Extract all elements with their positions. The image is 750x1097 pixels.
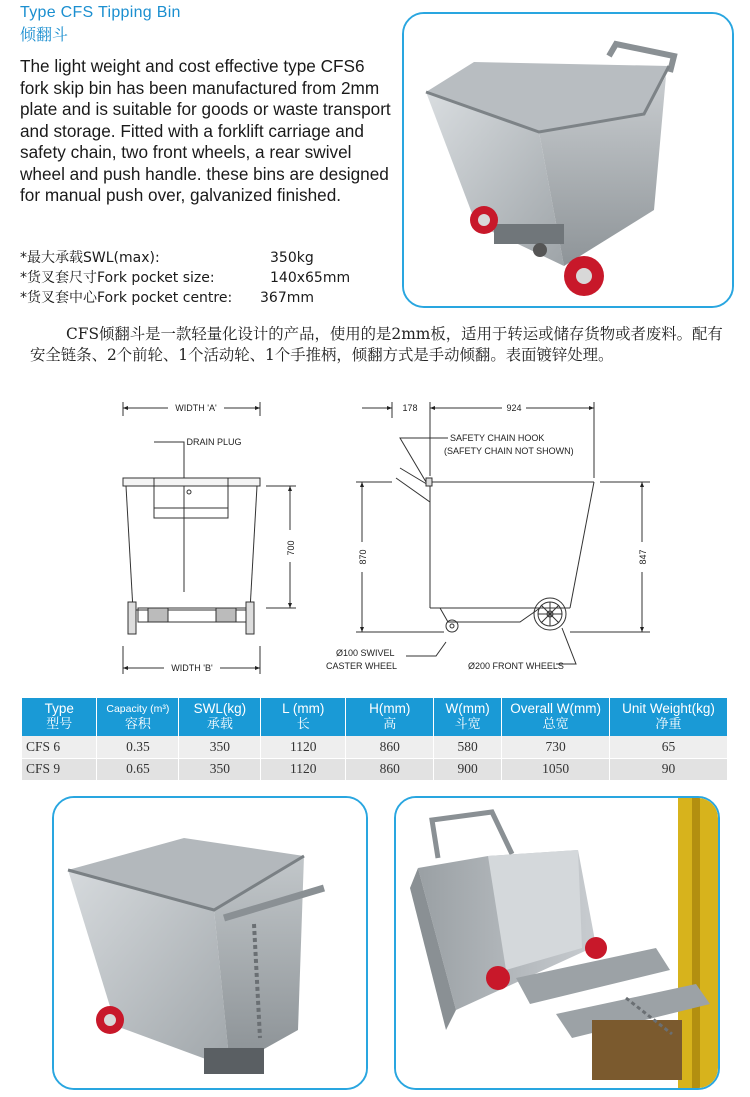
spec-fork-pocket-size — [20, 268, 351, 288]
table-header-row — [22, 698, 728, 736]
technical-drawings — [100, 396, 660, 686]
spec-swl — [20, 248, 314, 268]
spec-value: 350kg — [270, 250, 314, 266]
cell-length: 1120 — [261, 758, 346, 780]
label-dim-700: 700 — [286, 540, 296, 556]
spec-label: *货叉套尺寸Fork pocket size: — [20, 270, 215, 286]
tipping-bin-photo — [404, 14, 732, 306]
label-safety-hook-2: (SAFETY CHAIN NOT SHOWN) — [444, 446, 574, 456]
cell-swl: 350 — [179, 758, 261, 780]
col-unit-weight: Unit Weight(kg) 净重 — [610, 698, 728, 736]
cell-capacity: 0.65 — [97, 758, 179, 780]
table-row — [22, 736, 728, 758]
cell-unit-weight: 90 — [610, 758, 728, 780]
label-drain-plug: DRAIN PLUG — [186, 437, 242, 447]
cell-overall-width: 1050 — [502, 758, 610, 780]
cell-type: CFS 9 — [22, 758, 97, 780]
cell-capacity: 0.35 — [97, 736, 179, 758]
product-photo-main — [402, 12, 734, 308]
spec-label: *货叉套中心Fork pocket centre: — [20, 290, 233, 306]
label-dim-847: 847 — [638, 549, 648, 565]
spec-label: *最大承载SWL(max): — [20, 250, 160, 266]
cell-height: 860 — [346, 758, 434, 780]
cell-unit-weight: 65 — [610, 736, 728, 758]
col-length: L (mm) 长 — [261, 698, 346, 736]
table-row — [22, 758, 728, 780]
col-overall-width: Overall W(mm) 总宽 — [502, 698, 610, 736]
spec-value: 367mm — [260, 290, 314, 306]
cell-width: 580 — [434, 736, 502, 758]
col-height: H(mm) 高 — [346, 698, 434, 736]
label-dim-870: 870 — [358, 549, 368, 565]
cell-type: CFS 6 — [22, 736, 97, 758]
cell-length: 1120 — [261, 736, 346, 758]
label-front-wheels: Ø200 FRONT WHEELS — [468, 661, 564, 671]
cell-overall-width: 730 — [502, 736, 610, 758]
label-safety-hook-1: SAFETY CHAIN HOOK — [450, 433, 545, 443]
label-swivel-caster-2: CASTER WHEEL — [326, 661, 398, 671]
col-type: Type 型号 — [22, 698, 97, 736]
product-description-cn: CFS倾翻斗是一款轻量化设计的产品，使用的是2mm板，适用于转运或储存货物或者废料。配有安全链条、2个前轮、1个活动轮、1个手推柄，倾翻方式是手动倾翻。表面镀锌处理。 — [30, 325, 723, 364]
spec-list — [20, 248, 351, 308]
tipping-bin-forklift-photo — [396, 798, 718, 1088]
col-width: W(mm) 斗宽 — [434, 698, 502, 736]
label-swivel-caster-1: Ø100 SWIVEL — [336, 648, 395, 658]
cell-width: 900 — [434, 758, 502, 780]
cell-height: 860 — [346, 736, 434, 758]
label-dim-178: 178 — [402, 403, 418, 413]
product-photo-front — [52, 796, 368, 1090]
label-width-a: WIDTH 'A' — [175, 403, 217, 413]
product-photo-tipping — [394, 796, 720, 1090]
label-width-b: WIDTH 'B' — [171, 663, 213, 673]
page-title: Type CFS Tipping Bin — [20, 4, 181, 21]
product-description: The light weight and cost effective type CFS6 fork skip bin has been manufactured from 2mm plate and is suitable for goods or waste transport and storage. Fitted with a forklift carriage and safety chain, two front wheels, a rear swivel wheel and push handle. these bins are designed for manual push over, galvanized finished. — [20, 56, 391, 205]
tipping-bin-front-photo — [54, 798, 366, 1088]
spec-fork-pocket-centre — [20, 288, 314, 308]
col-capacity: Capacity (m³) 容积 — [97, 698, 179, 736]
label-dim-924: 924 — [506, 403, 522, 413]
spec-value: 140x65mm — [270, 270, 351, 286]
page-title-cn: 倾翻斗 — [20, 25, 69, 44]
cell-swl: 350 — [179, 736, 261, 758]
col-swl: SWL(kg) 承载 — [179, 698, 261, 736]
spec-table — [22, 698, 728, 780]
